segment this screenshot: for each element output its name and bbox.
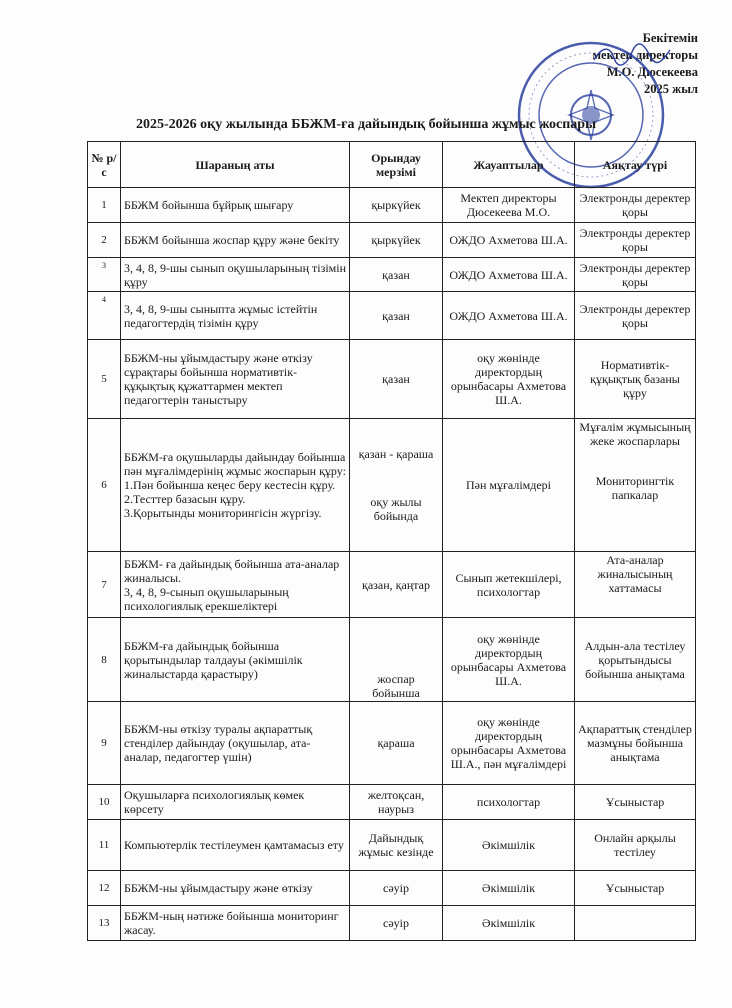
row-number: 8 (88, 618, 121, 702)
event-name: ББЖМ-ны өткізу туралы ақпараттық стенділер дайындау (оқушылар, ата-аналар, педагогтер үшін) (121, 702, 350, 785)
deadline: қазан (350, 340, 443, 419)
event-name: Оқушыларға психологиялық көмек көрсету (121, 785, 350, 820)
report-type: Нормативтік-құқықтық базаны құру (575, 340, 696, 419)
event-name: ББЖМ-ға оқушыларды дайындау бойынша пән мұғалімдерінің жұмыс жоспарын құру: (124, 450, 346, 478)
approval-year: 2025 жыл (644, 82, 698, 96)
responsible: Әкімшілік (443, 906, 575, 941)
responsible: Пән мұғалімдері (443, 419, 575, 552)
responsible: ОЖДО Ахметова Ш.А. (443, 292, 575, 340)
event-subitem: 3.Қорытынды мониторингісін жүргізу. (124, 506, 322, 520)
table-row (88, 292, 696, 340)
deadline: қазан (350, 292, 443, 340)
responsible: оқу жөнінде директордың орынбасары Ахметова Ш.А. (443, 340, 575, 419)
row-number: 12 (88, 871, 121, 906)
event-name-block (121, 552, 350, 618)
deadline: Дайындық жұмыс кезінде (350, 820, 443, 871)
table-row (88, 871, 696, 906)
responsible: Мектеп директоры Дюсекеева М.О. (443, 188, 575, 223)
event-name: ББЖМ-ға дайындық бойынша қорытындылар талдауы (әкімшілік жиналыстарда қарастыру) (121, 618, 350, 702)
report-type: Электронды деректер қоры (575, 292, 696, 340)
header-event-name: Шараның аты (121, 142, 350, 188)
report-type: Ата-аналар жиналысының хаттамасы (575, 552, 696, 618)
table-row (88, 419, 696, 552)
table-row (88, 340, 696, 419)
report-type: Электронды деректер қоры (575, 223, 696, 258)
event-subitem: 1.Пән бойынша кеңес беру кестесін құру. (124, 478, 336, 492)
row-number: 5 (88, 340, 121, 419)
report-type: Ұсыныстар (575, 871, 696, 906)
header-number: № р/с (88, 142, 121, 188)
event-name: Компьютерлік тестілеумен қамтамасыз ету (121, 820, 350, 871)
event-subitem: 2.Тесттер базасын құру. (124, 492, 246, 506)
deadline: сәуір (350, 906, 443, 941)
report-type (575, 906, 696, 941)
report-type: Ақпараттық стенділер мазмұны бойынша анықтама (575, 702, 696, 785)
table-row (88, 906, 696, 941)
responsible: психологтар (443, 785, 575, 820)
table-row (88, 785, 696, 820)
deadline: жоспар бойынша (350, 618, 443, 702)
event-name: ББЖМ-ның нәтиже бойынша мониторинг жасау. (121, 906, 350, 941)
row-number: 3 (88, 258, 121, 292)
header-report-type: Аяқтау түрі (575, 142, 696, 188)
responsible: оқу жөнінде директордың орынбасары Ахметова Ш.А., пән мұғалімдері (443, 702, 575, 785)
row-number: 6 (88, 419, 121, 552)
responsible: Әкімшілік (443, 820, 575, 871)
approval-position: мектеп директоры (592, 48, 698, 62)
event-name: ББЖМ-ны ұйымдастыру және өткізу (121, 871, 350, 906)
deadline-block (350, 419, 443, 552)
event-name: ББЖМ-ны ұйымдастыру және өткізу сұрақтары бойынша нормативтік-құқықтық құжаттармен мектеп педагогтерін таныстыру (121, 340, 350, 419)
report-type: Ұсыныстар (575, 785, 696, 820)
deadline: қазан - қараша (358, 447, 434, 461)
event-name: ББЖМ бойынша бұйрық шығару (121, 188, 350, 223)
header-deadline: Орындау мерзімі (350, 142, 443, 188)
row-number: 2 (88, 223, 121, 258)
row-number: 4 (88, 292, 121, 340)
table-row (88, 702, 696, 785)
deadline-secondary: оқу жылы бойында (370, 495, 422, 523)
row-number: 11 (88, 820, 121, 871)
deadline: қараша (350, 702, 443, 785)
row-number: 7 (88, 552, 121, 618)
deadline: қыркүйек (350, 188, 443, 223)
row-number: 10 (88, 785, 121, 820)
table-row (88, 188, 696, 223)
director-signature (592, 42, 672, 68)
document-title: 2025-2026 оқу жылында ББЖМ-ға дайындық бойынша жұмыс жоспары (135, 117, 597, 132)
event-name: 3, 4, 8, 9-шы сыныпта жұмыс істейтін педагогтердің тізімін құру (121, 292, 350, 340)
report-type: Алдын-ала тестілеу қорытындысы бойынша анықтама (575, 618, 696, 702)
responsible: оқу жөнінде директордың орынбасары Ахметова Ш.А. (443, 618, 575, 702)
table-row (88, 552, 696, 618)
row-number: 9 (88, 702, 121, 785)
responsible: Сынып жетекшілері, психологтар (443, 552, 575, 618)
table-row (88, 223, 696, 258)
report-type: Электронды деректер қоры (575, 188, 696, 223)
deadline: желтоқсан, наурыз (350, 785, 443, 820)
report-type-secondary: Мониторингтік папкалар (595, 474, 675, 502)
report-type: Мұғалім жұмысының жеке жоспарлары (579, 420, 691, 448)
report-type: Электронды деректер қоры (575, 258, 696, 292)
table-row (88, 820, 696, 871)
deadline: сәуір (350, 871, 443, 906)
approval-director-name: М.О. Дюсекеева (606, 65, 698, 79)
header-responsible: Жауаптылар (443, 142, 575, 188)
row-number: 1 (88, 188, 121, 223)
event-name-block (121, 419, 350, 552)
report-type-block (575, 419, 696, 552)
responsible: ОЖДО Ахметова Ш.А. (443, 223, 575, 258)
table-row (88, 618, 696, 702)
approval-heading: Бекітемін (642, 31, 698, 45)
event-subitem: 3, 4, 8, 9-сынып оқушыларының психологиялық ерекшеліктері (124, 584, 289, 613)
event-name: 3, 4, 8, 9-шы сынып оқушыларының тізімін құру (121, 258, 350, 292)
table-row (88, 258, 696, 292)
row-number: 13 (88, 906, 121, 941)
deadline: қазан, қаңтар (350, 552, 443, 618)
deadline: қазан (350, 258, 443, 292)
event-name: ББЖМ- ға дайындық бойынша ата-аналар жиналысы. (124, 556, 340, 585)
event-name: ББЖМ бойынша жоспар құру және бекіту (121, 223, 350, 258)
report-type: Онлайн арқылы тестілеу (575, 820, 696, 871)
work-plan-table (87, 141, 696, 941)
responsible: Әкімшілік (443, 871, 575, 906)
responsible: ОЖДО Ахметова Ш.А. (443, 258, 575, 292)
deadline: қыркүйек (350, 223, 443, 258)
table-header-row (88, 142, 696, 188)
